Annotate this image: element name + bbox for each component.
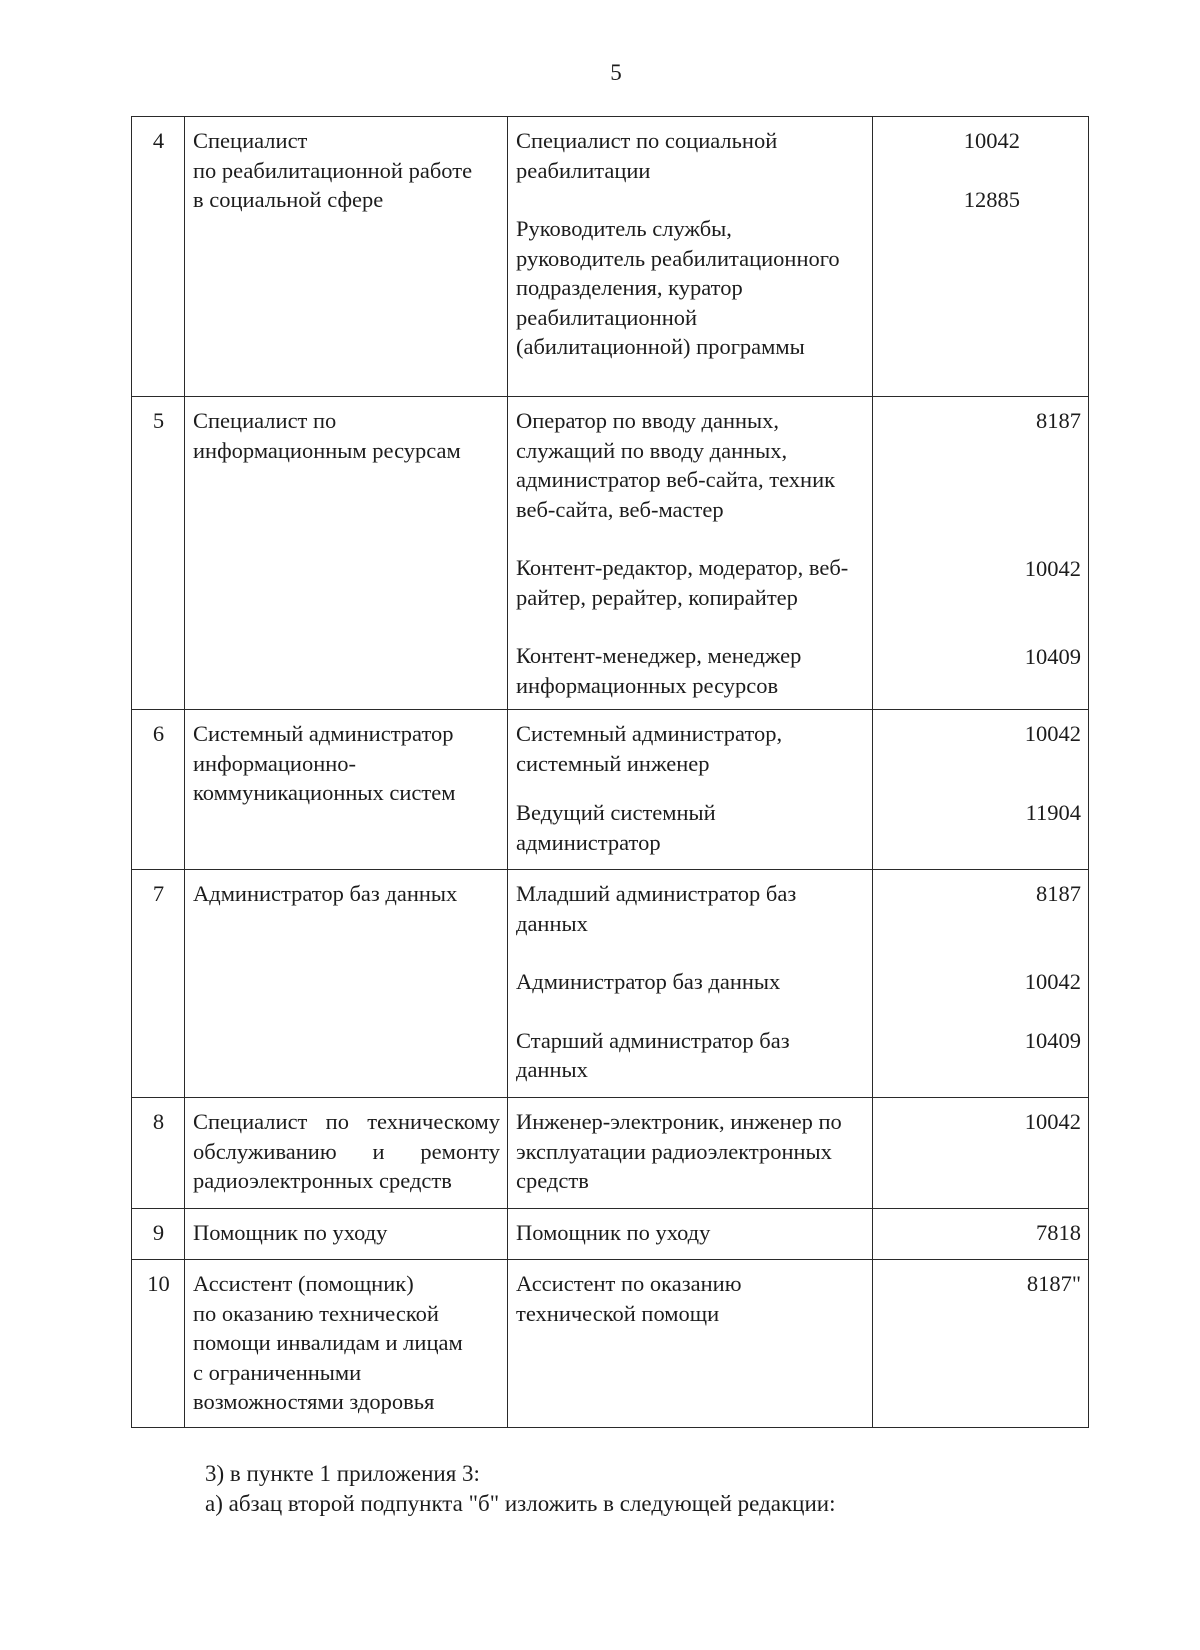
job-title: Ведущий системный администратор: [516, 800, 716, 855]
row-number: 7: [132, 870, 185, 1098]
name-line: Помощник по уходу: [193, 1220, 388, 1245]
table-row: [132, 710, 1089, 870]
name-line: информационным ресурсам: [193, 437, 461, 463]
job-titles-cell: [508, 397, 873, 710]
page-number: 5: [610, 60, 622, 85]
codes-cell: [873, 710, 1089, 870]
row-number: 6: [132, 710, 185, 870]
qualification-name: [185, 870, 508, 1098]
row-number: 8: [132, 1098, 185, 1209]
row-number: 4: [132, 117, 185, 397]
job-title: Помощник по уходу: [516, 1220, 711, 1245]
row-number: 10: [132, 1260, 185, 1428]
job-title: Контент-менеджер, менеджер информационных ресурсов: [516, 643, 802, 698]
name-line: обслуживанию и ремонту: [193, 1138, 500, 1164]
codes-cell: [873, 870, 1089, 1098]
row-number: 9: [132, 1209, 185, 1260]
qualification-name: [185, 397, 508, 710]
name-line: коммуникационных систем: [193, 780, 456, 805]
name-line: Ассистент (помощник): [193, 1271, 414, 1296]
name-line: информационно-: [193, 750, 357, 776]
codes-cell: [873, 1260, 1089, 1428]
table-row: [132, 397, 1089, 710]
code-value: 11904: [1025, 800, 1081, 825]
amendment-line: 3) в пункте 1 приложения 3:: [205, 1461, 480, 1486]
job-title: Инженер-электроник, инженер по эксплуатации радиоэлектронных средств: [516, 1109, 842, 1193]
code-value: 8187: [1036, 408, 1081, 433]
qualification-name: [185, 1260, 508, 1428]
table-row: [132, 1209, 1089, 1260]
job-title: Младший администратор баз данных: [516, 881, 797, 936]
job-titles-cell: [508, 1260, 873, 1428]
name-line: Специалист: [193, 128, 308, 153]
name-line: Специалист по техническому: [193, 1109, 500, 1134]
qualification-name: [185, 1098, 508, 1209]
code-value: 10042: [1024, 556, 1081, 581]
code-value: 10042: [1024, 969, 1081, 994]
job-title: Ассистент по оказанию технической помощи: [516, 1271, 742, 1326]
codes-cell: [873, 1209, 1089, 1260]
table-row: [132, 1260, 1089, 1428]
code-value: 10409: [1024, 644, 1081, 669]
name-line: радиоэлектронных средств: [193, 1168, 452, 1193]
code-value: 10042: [963, 128, 1020, 153]
codes-cell: [873, 117, 1089, 397]
code-value: 8187: [1036, 881, 1081, 906]
code-value: 10409: [1024, 1028, 1081, 1053]
amendment-line: а) абзац второй подпункта "б" изложить в следующей редакции:: [205, 1491, 836, 1516]
name-line: с ограниченными: [193, 1359, 362, 1385]
codes-cell: [873, 397, 1089, 710]
code-value: 12885: [963, 186, 1020, 212]
row-number: 5: [132, 397, 185, 710]
job-titles-cell: [508, 117, 873, 397]
table-row: [132, 870, 1089, 1098]
qualification-name: [185, 710, 508, 870]
name-line: в социальной сфере: [193, 187, 384, 212]
job-title: Старший администратор баз данных: [516, 1027, 790, 1082]
table-row: [132, 117, 1089, 397]
job-title: Специалист по социальной реабилитации: [516, 128, 778, 183]
qualification-table: [131, 116, 1089, 1428]
name-line: по оказанию технической: [193, 1300, 439, 1326]
name-line: возможностями здоровья: [193, 1389, 435, 1414]
qualification-name: [185, 117, 508, 397]
job-titles-cell: [508, 1098, 873, 1209]
code-value: 8187": [1026, 1271, 1081, 1296]
name-line: помощи инвалидам и лицам: [193, 1330, 463, 1355]
name-line: Специалист по: [193, 408, 337, 433]
name-line: Администратор баз данных: [193, 881, 458, 906]
name-line: по реабилитационной работе: [193, 157, 473, 183]
amendment-text: [205, 1459, 1105, 1519]
job-title: Системный администратор, системный инженер: [516, 721, 783, 776]
job-titles-cell: [508, 870, 873, 1098]
name-line: Системный администратор: [193, 721, 454, 746]
job-titles-cell: [508, 1209, 873, 1260]
qualification-name: [185, 1209, 508, 1260]
table-row: [132, 1098, 1089, 1209]
codes-cell: [873, 1098, 1089, 1209]
code-value: 7818: [1036, 1220, 1081, 1245]
job-title: Администратор баз данных: [516, 969, 781, 994]
code-value: 10042: [1024, 1109, 1081, 1134]
code-value: 10042: [1024, 721, 1081, 746]
job-titles-cell: [508, 710, 873, 870]
job-title: Контент-редактор, модератор, веб-райтер, рерайтер, копирайтер: [516, 555, 849, 610]
job-title: Оператор по вводу данных, служащий по вводу данных, администратор веб-сайта, техник веб-сайта, веб-мастер: [516, 408, 836, 522]
job-title: Руководитель службы, руководитель реабилитационного подразделения, куратор реабилитационной (абилитационной) программы: [516, 216, 840, 359]
